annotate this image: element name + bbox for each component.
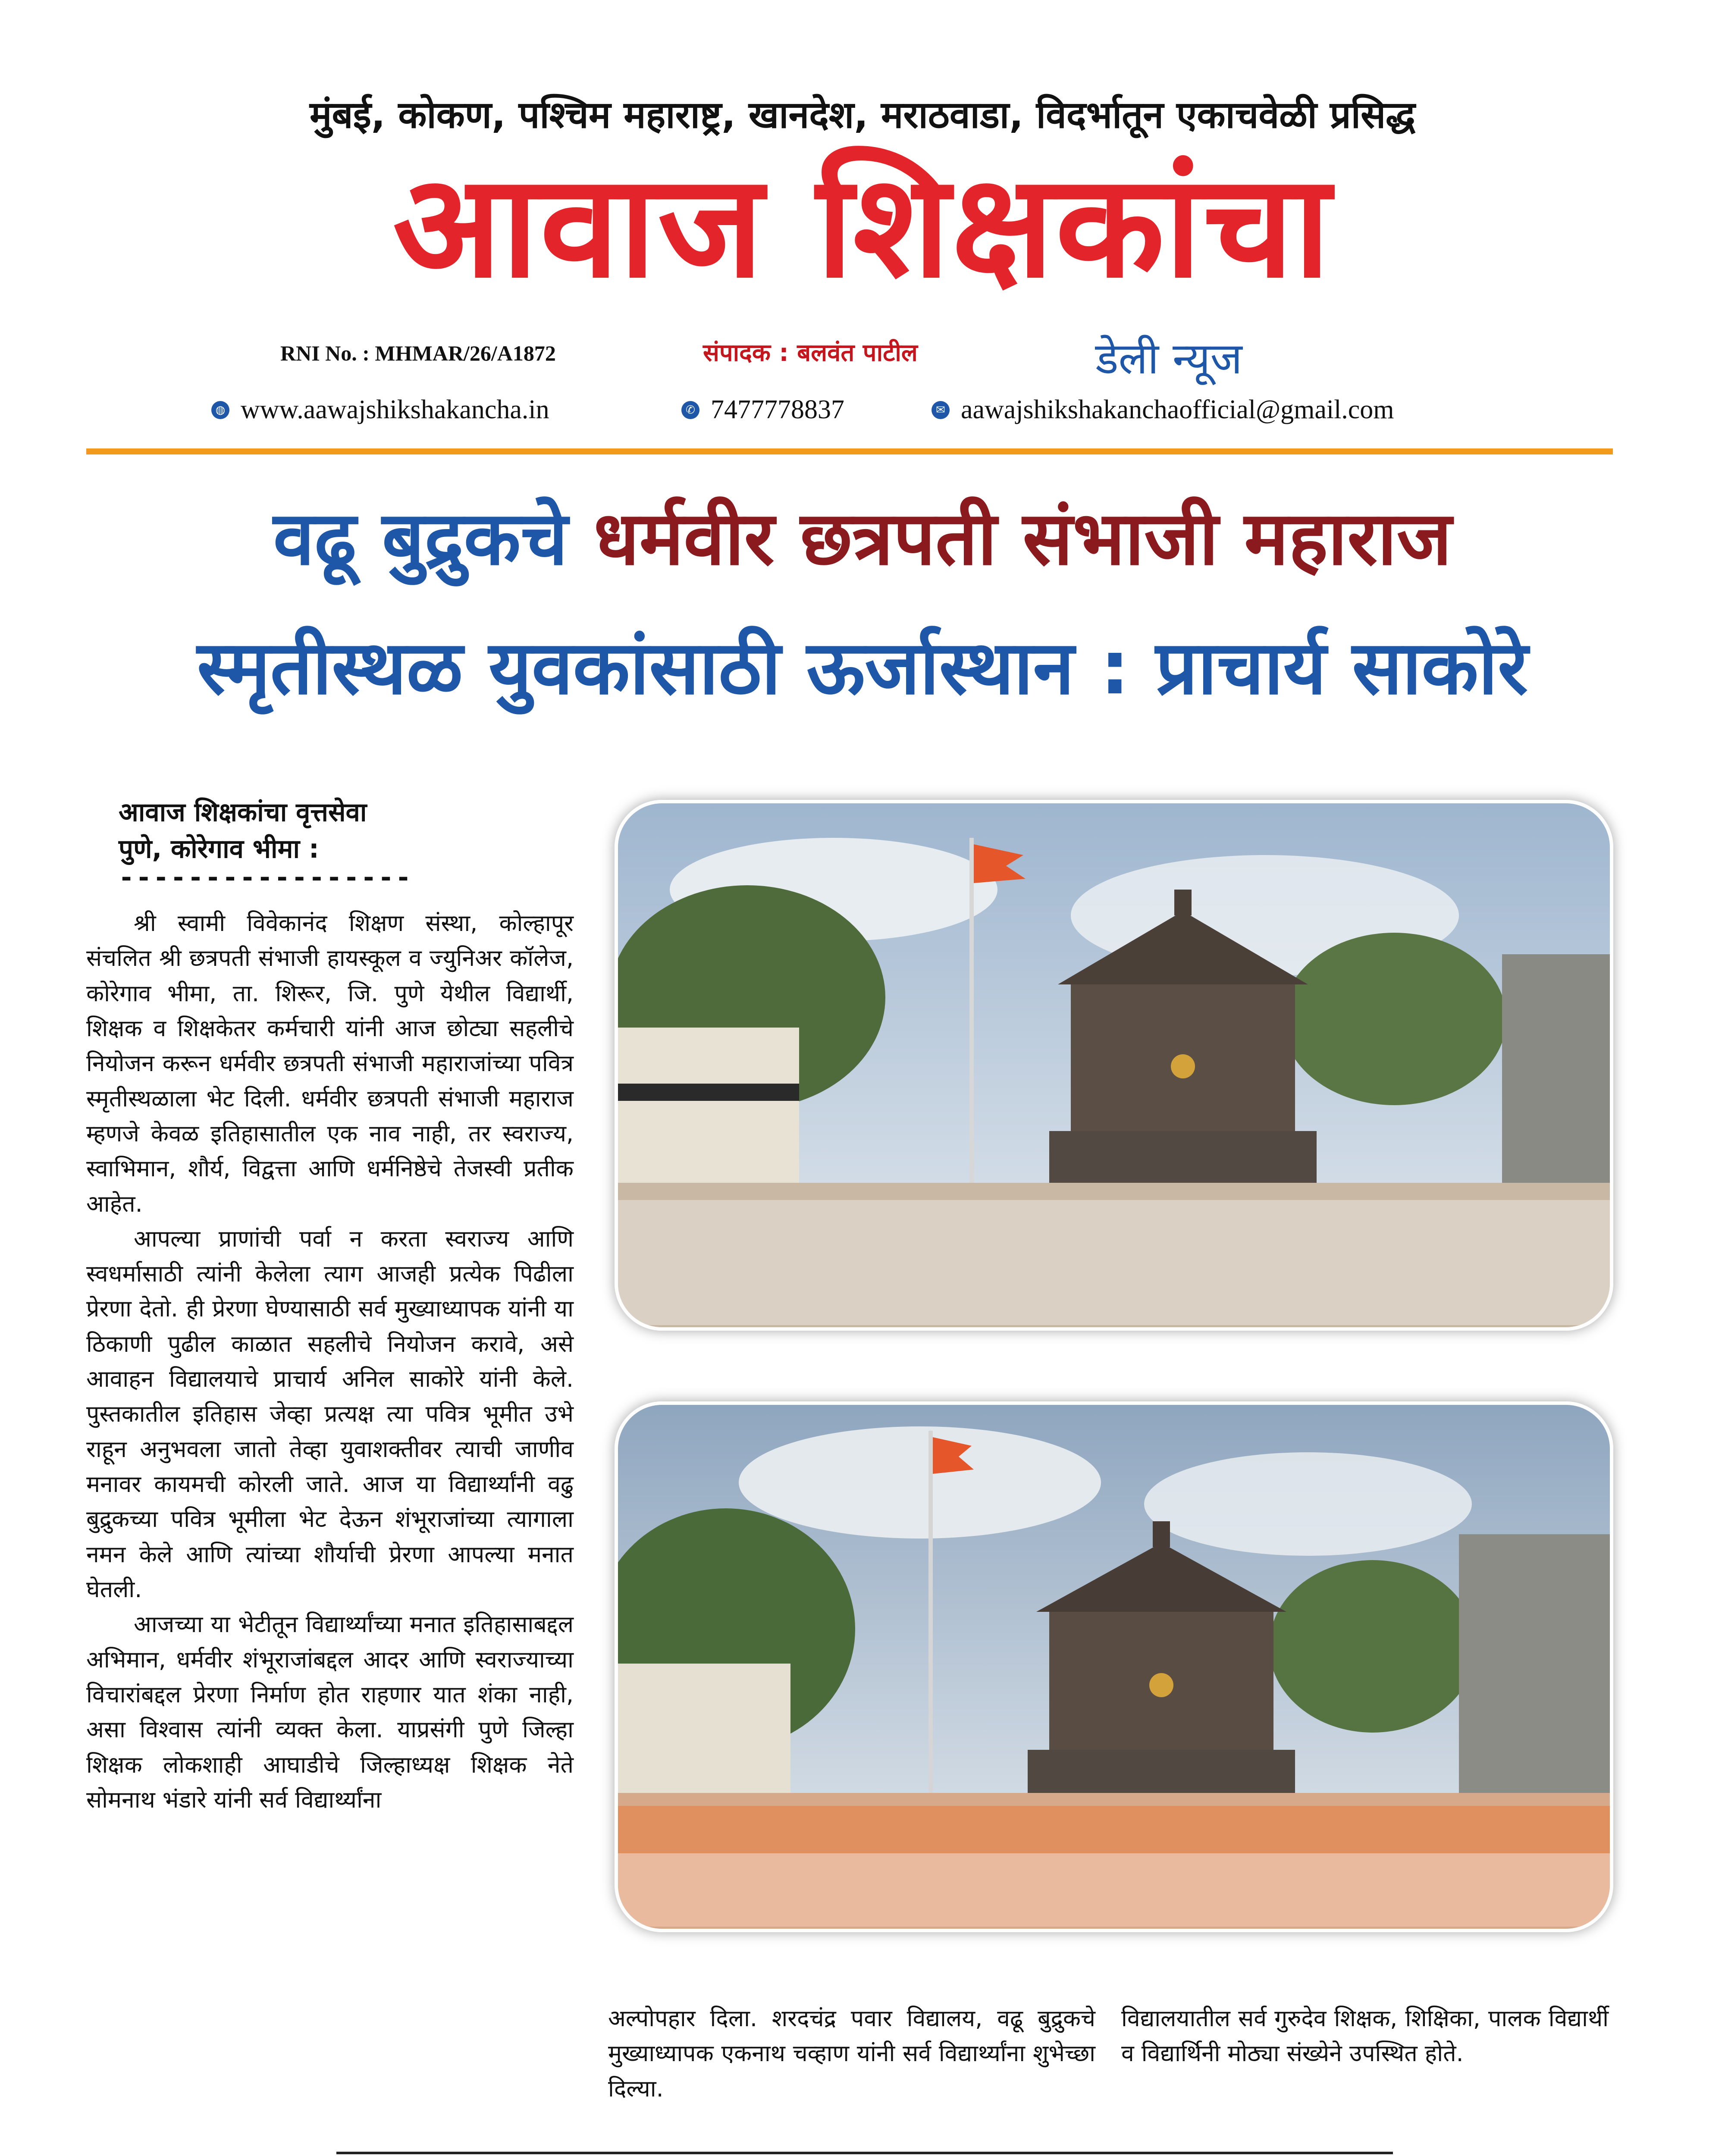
news-source: आवाज शिक्षकांचा वृत्तसेवा	[119, 797, 367, 827]
masthead-tagline: मुंबई, कोकण, पश्चिम महाराष्ट्र, खानदेश, मराठवाडा, विदर्भातून एकाचवेळी प्रसिद्ध	[310, 94, 1415, 137]
headline-part-blue: वढू बुद्रुकचे	[273, 495, 594, 582]
rni-number: RNI No. : MHMAR/26/A1872	[280, 341, 556, 365]
article-column-2: अल्पोपहार दिला. शरदचंद्र पवार विद्यालय, वढू बुद्रुकचे मुख्याध्यापक एकनाथ चव्हाण यांनी सर्व विद्यार्थ्यांना शुभेच्छा दिल्या.	[608, 2005, 1095, 2102]
group-photo-1	[615, 800, 1613, 1331]
globe-icon: ◍	[211, 401, 229, 419]
byline-dashes: -----------------	[119, 862, 413, 893]
article-paragraph: आपल्या प्राणांची पर्वा न करता स्वराज्य आणि स्वधर्मासाठी त्यांनी केलेला त्याग आजही प्रत्येक पिढीला प्रेरणा देतो. ही प्रेरणा घेण्यासाठी सर्व मुख्याध्यापक यांनी या ठिकाणी पुढील काळात सहलीचे नियोजन करावे, असे आवाहन विद्यालयाचे प्राचार्य अनिल साकोरे यांनी केले. पुस्तकातील इतिहास जेव्हा प्रत्यक्ष त्या पवित्र भूमीत उभे राहून अनुभवला जातो तेव्हा युवाशक्तीवर त्याची जाणीव मनावर कायमची कोरली जाते. आज या विद्यार्थ्यांनी वढु बुद्रुकच्या पवित्र भूमीला भेट देऊन शंभूराजांच्या त्यागाला नमन केले आणि त्यांच्या शौर्याची प्रेरणा आपल्या मनात घेतली.	[86, 1225, 574, 1603]
website-text[interactable]: www.aawajshikshakancha.in	[241, 395, 549, 424]
article-column-3: विद्यालयातील सर्व गुरुदेव शिक्षक, शिक्षिका, पालक विद्यार्थी व विद्यार्थिनी मोठ्या संख्येने उपस्थित होते.	[1121, 2005, 1609, 2067]
mail-icon: ✉	[932, 401, 950, 419]
phone-icon: ✆	[681, 401, 699, 419]
headline-line-2: स्मृतीस्थळ युवकांसाठी ऊर्जास्थान : प्राचार्य साकोरे	[197, 624, 1528, 711]
footer-top-rule	[336, 2152, 1393, 2154]
newspaper-masthead: आवाज शिक्षकांचा	[392, 144, 1333, 309]
header-divider	[86, 448, 1613, 454]
article-column-1	[86, 906, 574, 1817]
editor-name: संपादक : बलवंत पाटील	[703, 339, 918, 367]
email-text[interactable]: aawajshikshakanchaofficial@gmail.com	[961, 395, 1394, 424]
article-paragraph: आजच्या या भेटीतून विद्यार्थ्यांच्या मनात इतिहासाबद्दल अभिमान, धर्मवीर शंभूराजांबद्दल आदर आणि स्वराज्याच्या विचारांबद्दल प्रेरणा निर्माण होत राहणार यात शंका नाही, असा विश्वास त्यांनी व्यक्त केला. याप्रसंगी पुणे जिल्हा शिक्षक लोकशाही आघाडीचे जिल्हाध्यक्ष शिक्षक नेते सोमनाथ भंडारे यांनी सर्व विद्यार्थ्यांना	[86, 1611, 574, 1813]
article-paragraph: श्री स्वामी विवेकानंद शिक्षण संस्था, कोल्हापूर संचलित श्री छत्रपती संभाजी हायस्कूल व ज्युनिअर कॉलेज, कोरेगाव भीमा, ता. शिरूर, जि. पुणे येथील विद्यार्थी, शिक्षक व शिक्षकेतर कर्मचारी यांनी आज छोट्या सहलीचे नियोजन करून धर्मवीर छत्रपती संभाजी महाराजांच्या पवित्र स्मृतीस्थळाला भेट दिली. धर्मवीर छत्रपती संभाजी महाराज म्हणजे केवळ इतिहासातील एक नाव नाही, तर स्वराज्य, स्वाभिमान, शौर्य, विद्वत्ता आणि धर्मनिष्ठेचे तेजस्वी प्रतीक आहेत.	[86, 909, 574, 1217]
website-contact	[211, 395, 549, 425]
phone-contact	[681, 395, 844, 425]
headline-part-maroon: धर्मवीर छत्रपती संभाजी महाराज	[593, 495, 1452, 582]
phone-text[interactable]: 7477778837	[711, 395, 844, 424]
dateline-place: पुणे, कोरेगाव भीमा :	[119, 834, 319, 864]
headline-line-1	[0, 496, 1725, 581]
group-photo-2	[615, 1401, 1613, 1932]
daily-news-label: डेली न्यूज	[1095, 333, 1242, 384]
email-contact	[932, 395, 1394, 425]
